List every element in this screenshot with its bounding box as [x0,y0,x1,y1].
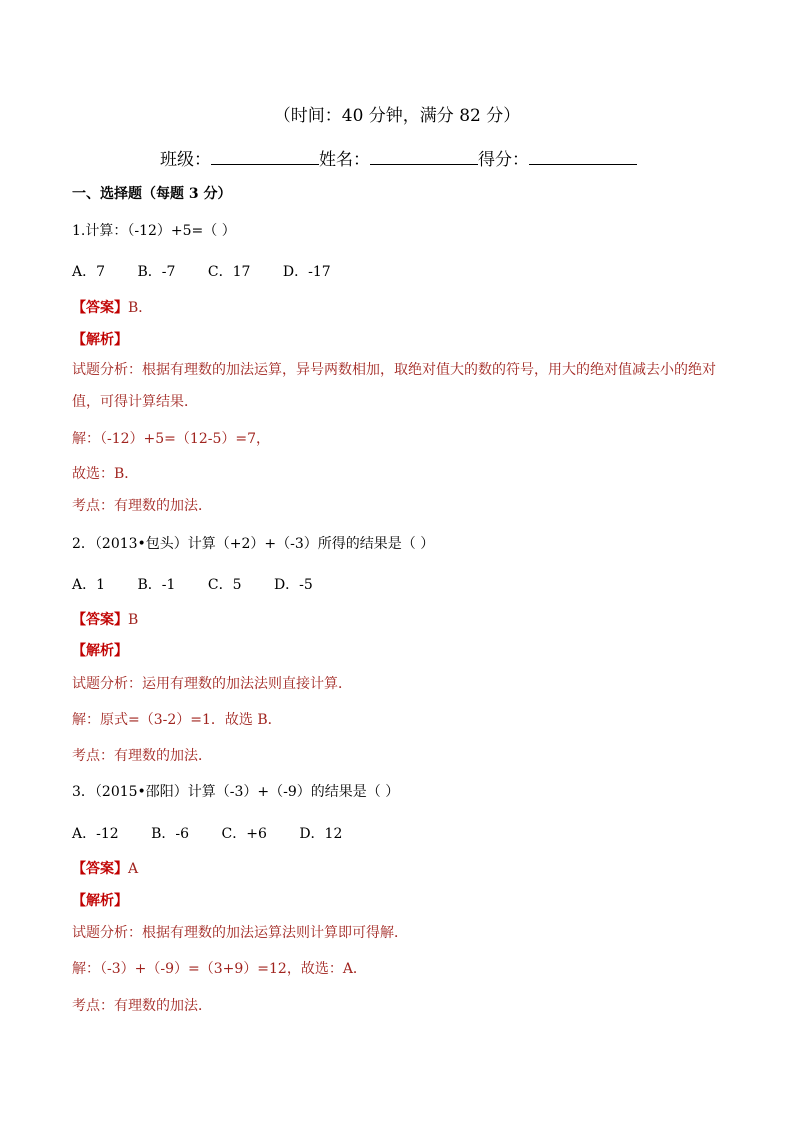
question-3-stem: 3．（2015•邵阳）计算（-3）+（-9）的结果是（ ） [72,784,400,800]
question-2-analysis-tag: 【解析】 [72,643,128,659]
question-1-choose: 故选：B． [72,466,139,482]
option-d: D．-17 [282,264,331,280]
option-a: A．1 [72,577,106,593]
option-b: B．-6 [151,826,190,842]
question-2-stem: 2．（2013•包头）计算（+2）+（-3）所得的结果是（ ） [72,536,435,552]
class-blank[interactable] [211,146,319,165]
question-2-answer [72,610,138,630]
answer-value: B [128,612,139,628]
student-info-line [160,146,637,172]
question-1-stem: 1.计算：（-12）+5=（ ） [72,223,236,239]
option-b: B．-1 [137,577,176,593]
answer-tag: 【答案】 [72,300,128,316]
question-3-solution: 解：（-3）+（-9）=（3+9）=12，故选：A． [72,961,367,977]
answer-tag: 【答案】 [72,612,128,628]
option-d: D．-5 [273,577,313,593]
option-c: C．5 [207,577,242,593]
option-c: C．+6 [221,826,267,842]
question-1-point: 考点：有理数的加法． [72,498,212,514]
question-2-analysis-line-1: 试题分析：运用有理数的加法法则直接计算． [72,676,352,692]
question-1-analysis-line-1: 试题分析：根据有理数的加法运算，异号两数相加，取绝对值大的数的符号，用大的绝对值减去小的绝对 [72,362,716,378]
score-label: 得分： [478,150,529,170]
time-note: （时间：40 分钟，满分 82 分） [273,106,521,126]
answer-value: B． [128,300,153,316]
question-1-analysis-tag: 【解析】 [72,332,128,348]
question-3-options [72,824,342,844]
name-blank[interactable] [370,146,478,165]
question-1-answer [72,298,152,318]
question-3-analysis-line-1: 试题分析：根据有理数的加法运算法则计算即可得解． [72,925,408,941]
question-2-point: 考点：有理数的加法． [72,748,212,764]
option-a: A．7 [72,264,106,280]
class-label: 班级： [160,150,211,170]
option-b: B．-7 [137,264,176,280]
option-c: C．17 [207,264,251,280]
answer-tag: 【答案】 [72,861,128,877]
section-title: 一、选择题（每题 3 分） [72,186,232,202]
question-2-options [72,575,313,595]
question-1-options [72,262,331,282]
option-a: A．-12 [72,826,119,842]
option-d: D．12 [299,826,343,842]
question-1-solution: 解：（-12）+5=（12-5）=7， [72,431,271,447]
question-1-analysis-line-2: 值，可得计算结果． [72,394,198,410]
question-3-analysis-tag: 【解析】 [72,893,128,909]
name-label: 姓名： [319,150,370,170]
score-blank[interactable] [529,146,637,165]
question-3-point: 考点：有理数的加法． [72,998,212,1014]
question-2-solution: 解：原式=（3-2）=1．故选 B． [72,712,282,728]
answer-value: A [128,861,139,877]
question-3-answer [72,859,138,879]
